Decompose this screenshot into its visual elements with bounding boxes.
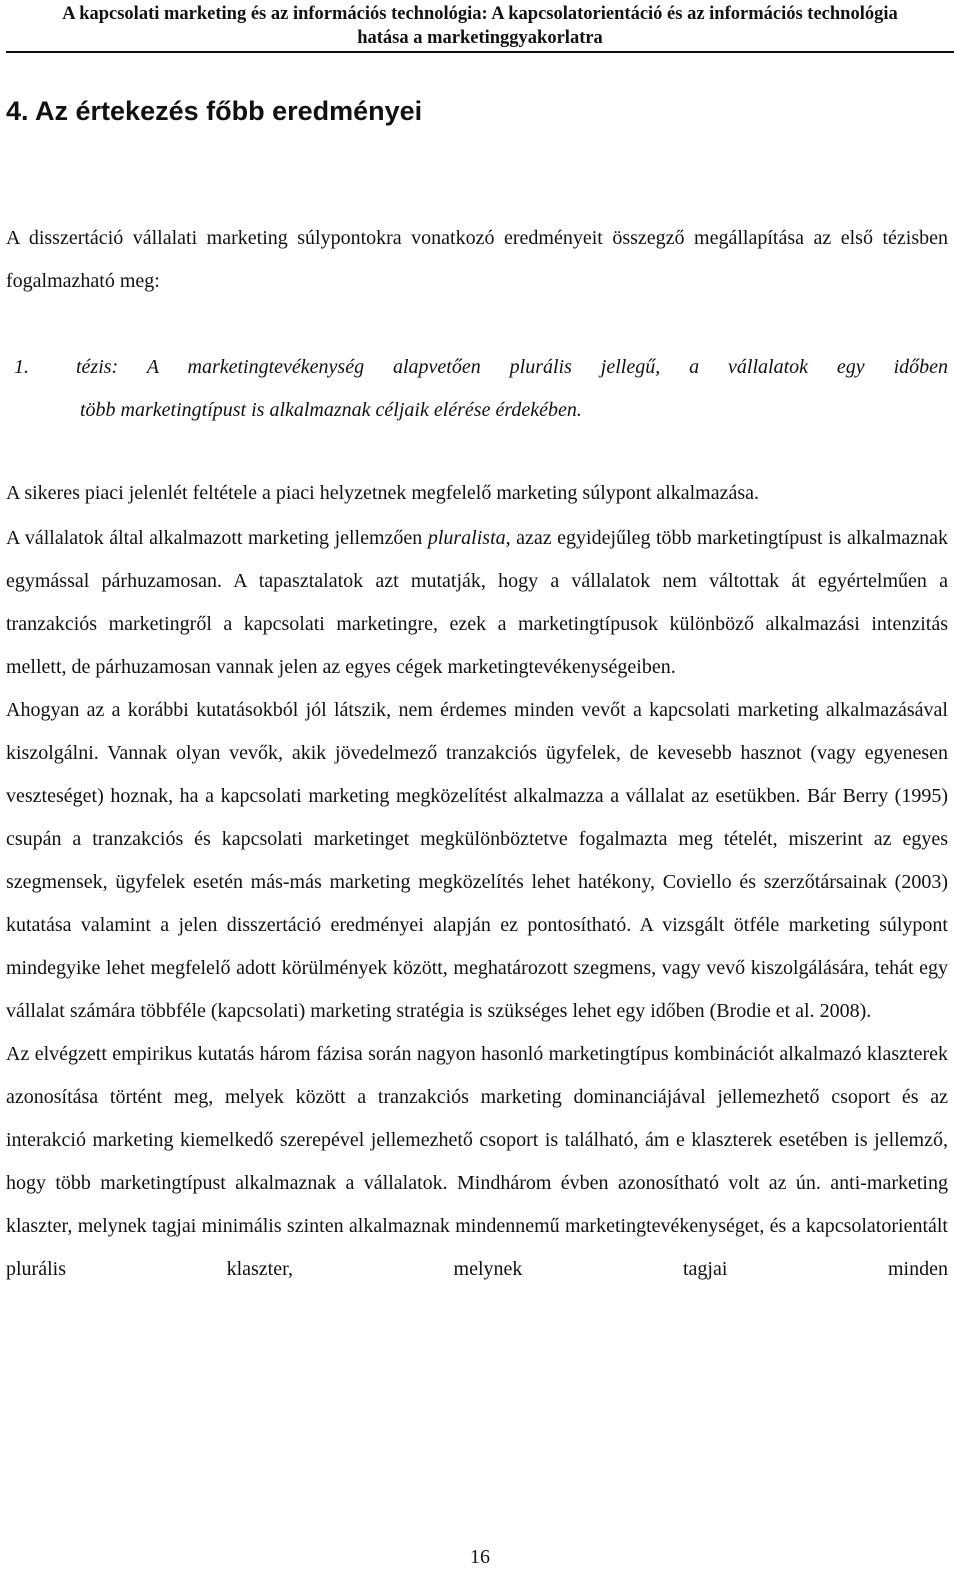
thesis-line2: több marketingtípust is alkalmaznak céljaik elérése érdekében. (80, 399, 582, 421)
body-paragraph-1 (6, 517, 948, 689)
thesis-number: 1. (14, 356, 29, 378)
running-header-line1: A kapcsolati marketing és az információs technológia: A kapcsolatorientáció és az információs technológia (62, 4, 898, 24)
body-paragraph-1-end: , azaz egyidejűleg több marketingtípust is alkalmaznak egymással párhuzamosan. A tapasztalatok azt mutatják, hogy a vállalatok nem váltottak át egyértelműen a tranzakciós marketingről a kapcsolati marketingre, ezek a marketingtípusok különböző alkalmazási intenzitás mellett, de párhuzamosan vannak jelen az egyes cégek marketingtevékenységeiben. (6, 527, 949, 678)
body-paragraph-3: Az elvégzett empirikus kutatás három fázisa során nagyon hasonló marketingtípus kombinációt alkalmazó klaszterek azonosítása történt meg, melyek között a tranzakciós marketing dominanciájával jellemezhető csoport és az interakció marketing kiemelkedő szerepével jellemezhető csoport is található, ám e klaszterek esetében is jellemző, hogy több marketingtípust alkalmaznak a vállalatok. Mindhárom évben azonosítható volt az ún. anti-marketing klaszter, melynek tagjai minimális szinten alkalmaznak mindennemű marketingtevékenységet, és a kapcsolatorientált plurális klaszter, melynek tagjai minden (6, 1043, 948, 1280)
intro-paragraph: A disszertáció vállalati marketing súlypontokra vonatkozó eredményeit összegző megállapítása az első tézisben fogalmazható meg: (6, 227, 948, 292)
running-header-line2: hatása a marketinggyakorlatra (357, 28, 603, 48)
body-paragraph-1-start: A vállalatok által alkalmazott marketing jellemzően (6, 527, 428, 549)
emphasis-pluralista: pluralista (427, 527, 506, 549)
body-text (6, 517, 948, 1291)
body-paragraph-2: Ahogyan az a korábbi kutatásokból jól látszik, nem érdemes minden vevőt a kapcsolati marketing alkalmazásával kiszolgálni. Vannak olyan vevők, akik jövedelmező tranzakciós ügyfelek, de kevesebb hasznot (vagy egyenesen veszteséget) hoznak, ha a kapcsolati marketing megközelítést alkalmazza a vállalat az esetükben. Bár Berry (1995) csupán a tranzakciós és kapcsolati marketinget megkülönböztetve fogalmazta meg tételét, miszerint az egyes szegmensek, ügyfelek esetén más-más marketing megközelítés lehet hatékony, Coviello és szerzőtársainak (2003) kutatása valamint a jelen disszertáció eredményei alapján ez pontosítható. A vizsgált ötféle marketing súlypont mindegyike lehet megfelelő adott körülmények között, meghatározott szegmens, vagy vevő kiszolgálására, tehát egy vállalat számára többféle (kapcsolati) marketing stratégia is szükséges lehet egy időben (Brodie et al. 2008). (6, 699, 948, 1022)
thesis-1 (6, 346, 948, 432)
thesis-line1: tézis: A marketingtevékenység alapvetően plurális jellegű, a vállalatok egy időben (76, 356, 948, 378)
page-number: 16 (470, 1546, 490, 1568)
header-rule (6, 51, 954, 53)
chapter-title: 4. Az értekezés főbb eredményei (6, 96, 423, 126)
running-header (6, 2, 954, 50)
paragraph-success: A sikeres piaci jelenlét feltétele a piaci helyzetnek megfelelő marketing súlypont alkalmazása. (6, 482, 760, 504)
